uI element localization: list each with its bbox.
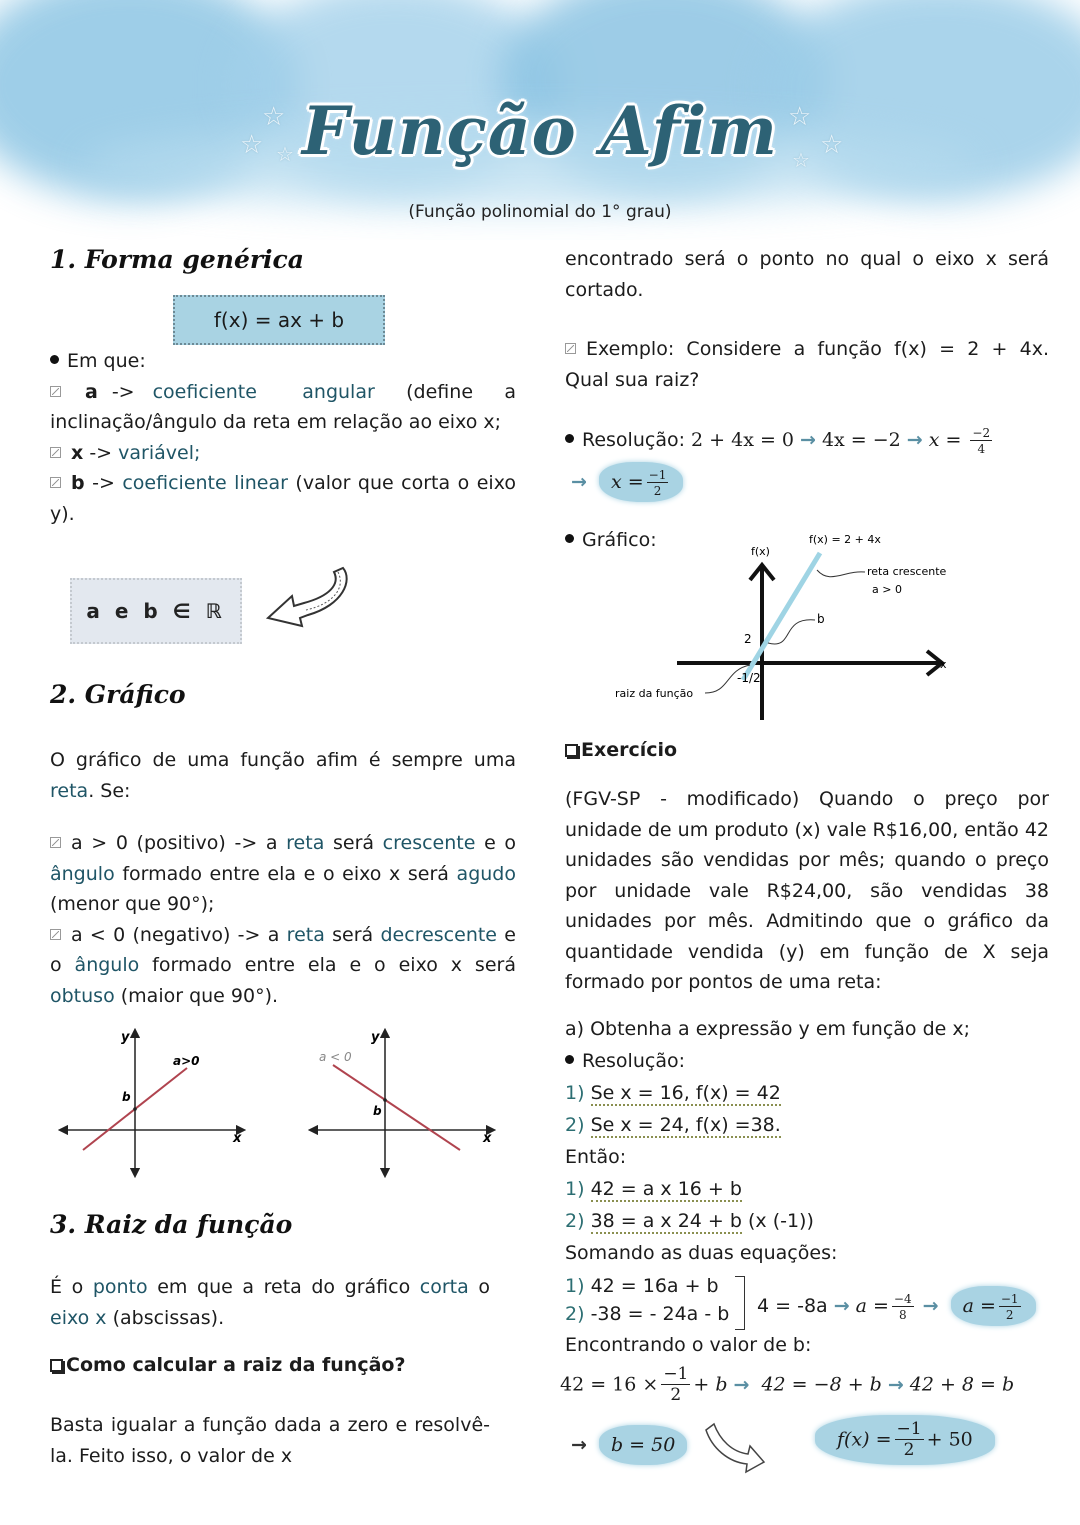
section-heading: 1. Forma genérica [50, 245, 304, 274]
section-heading: 3. Raiz da função [50, 1210, 293, 1239]
numerator: −1 [896, 1419, 922, 1439]
b-point [133, 1107, 137, 1111]
star-icon: ☆ [792, 148, 810, 172]
arrow-icon: → [906, 429, 923, 451]
section-heading: 2. Gráfico [50, 680, 186, 709]
callout-line [817, 570, 865, 577]
b-label: b [122, 1090, 131, 1104]
equation-text: 42 = a x 16 + b [590, 1178, 742, 1200]
a-lhs: a = [962, 1295, 996, 1317]
set-note-text: a e b ∈ ℝ [86, 599, 226, 623]
arrow-icon: → [887, 1373, 904, 1396]
final-rhs: + 50 [926, 1428, 973, 1451]
exercise-statement [565, 784, 1049, 998]
fraction [892, 1293, 914, 1321]
grafico-label: Gráfico: [582, 529, 657, 551]
fraction [661, 1366, 690, 1404]
set-note-box [70, 578, 242, 644]
arrow-icon: → [833, 1295, 850, 1317]
sum-result: 4 = -8a [757, 1295, 828, 1317]
graph-positive-slope [55, 1025, 255, 1180]
denominator: 2 [670, 1385, 682, 1405]
term-crescente: crescente [382, 832, 476, 854]
math-step: 4x = −2 [821, 429, 901, 451]
example-resolution [565, 424, 1049, 456]
answer-text: Basta igualar a função dada a zero e resolvê-la. Feito isso, o valor de x [50, 1414, 490, 1467]
math-step: x = [928, 429, 962, 451]
term-obtuso: obtuso [50, 984, 115, 1007]
star-icon: ☆ [240, 130, 264, 160]
denominator: 2 [1005, 1307, 1014, 1322]
checkbox-icon [565, 744, 578, 757]
step-number: 2) [565, 1303, 585, 1325]
case-text: será [332, 923, 374, 946]
term-ponto: ponto [92, 1276, 148, 1298]
math-step: 2 + 4x = 0 [691, 429, 795, 451]
exercise-solution [565, 1013, 1049, 1269]
grafico-text [50, 745, 516, 1011]
final-lhs: f(x) = [837, 1428, 892, 1451]
graph-negative-slope [305, 1025, 505, 1180]
slope-label: a>0 [173, 1054, 200, 1068]
arrow-icon: → [571, 471, 587, 493]
step-number: 1) [565, 1275, 585, 1297]
case-text: e o [50, 923, 516, 976]
x-label: x [233, 1131, 242, 1146]
part-a-question: a) Obtenha a expressão y em função de x; [565, 1018, 971, 1040]
bullet-icon [565, 534, 574, 543]
coef-item-a [50, 377, 516, 438]
coefficients-list [50, 346, 516, 529]
sum-result-line [757, 1286, 1036, 1326]
equation-suffix: (x (-1)) [748, 1210, 814, 1232]
equation-text: 42 = 16a + b [590, 1275, 719, 1297]
checkbox-icon [50, 929, 61, 940]
var-a: a [85, 380, 98, 403]
statement-text: (FGV-SP - modificado) Quando o preço por unidade de um produto (x) vale R$16,00, então 42 unidades são vendidas por mês; quando o preço por unidade vale R$24,00, são vendidas 38 unidades por mês. Admitindo que o gráfico da quantidade vendida (y) em função de X seja formado por pontos de uma reta: [565, 788, 1049, 993]
star-icon: ☆ [262, 102, 286, 132]
fraction [647, 469, 669, 497]
case-text: será [332, 832, 375, 854]
denominator: 4 [977, 441, 986, 456]
em-que-line [50, 346, 516, 377]
arrow-icon: → [922, 1295, 939, 1317]
header-banner [0, 0, 1080, 240]
page-subtitle: (Função polinomial do 1° grau) [408, 202, 672, 222]
section-raiz [50, 1210, 516, 1239]
fraction [970, 427, 992, 455]
term-corta: corta [419, 1276, 469, 1298]
numerator: −4 [893, 1291, 912, 1306]
term-reta: reta [286, 832, 325, 854]
function-label: f(x) = 2 + 4x [809, 533, 881, 546]
numerator: −1 [648, 467, 667, 482]
step-number: 2) [565, 1210, 585, 1232]
case-text: (maior que 90°). [120, 984, 279, 1007]
case-text: formado entre ela e o eixo x será [152, 954, 516, 976]
checkbox-icon [50, 477, 61, 488]
arrow-icon: → [571, 1434, 587, 1456]
b-result-highlight: b = 50 [599, 1425, 687, 1465]
continuation-text: encontrado será o ponto no qual o eixo x será cortado. [565, 248, 1049, 301]
term-variavel: variável; [118, 441, 201, 464]
arrow-text: -> [89, 441, 113, 464]
math-step: 42 = 16 × [560, 1373, 659, 1396]
step-number: 1) [565, 1082, 585, 1104]
checkbox-icon [50, 837, 61, 848]
var-x: x [71, 441, 84, 464]
numerator: −1 [663, 1364, 689, 1384]
term-desc: (define a inclinação/ângulo da reta em relação ao eixo x; [50, 380, 516, 433]
example-graph [605, 525, 975, 725]
example-text: Exemplo: Considere a função f(x) = 2 + 4x. Qual sua raiz? [565, 338, 1049, 391]
final-highlight [815, 1415, 995, 1465]
final-function [815, 1415, 995, 1465]
denominator: 2 [903, 1440, 915, 1460]
case-cond: a > 0 (positivo) -> a [71, 832, 278, 854]
term-reta: reta [286, 923, 325, 946]
raiz-question [50, 1350, 516, 1381]
step-text: Se x = 16, f(x) = 42 [590, 1082, 781, 1104]
arrow-text: -> [111, 380, 135, 403]
raiz-answer [50, 1410, 490, 1471]
x-label: x [483, 1131, 492, 1146]
term-reta: reta [50, 779, 89, 802]
root-tick: -1/2 [737, 671, 761, 685]
step-number: 1) [565, 1178, 585, 1200]
case-text: e o [484, 832, 517, 854]
page-title: Função Afim [302, 92, 778, 170]
step-number: 2) [565, 1114, 585, 1136]
case-cond: a < 0 (negativo) -> a [71, 923, 280, 946]
section-forma-generica [50, 245, 516, 274]
def-text: (abscissas). [112, 1306, 225, 1329]
equation-2 [565, 1205, 1049, 1237]
numerator: −2 [972, 425, 991, 440]
math-step: 42 = −8 + b [761, 1373, 882, 1396]
b-calculation [560, 1366, 1044, 1404]
equation-text: 38 = a x 24 + b [590, 1210, 742, 1232]
star-icon: ☆ [788, 102, 812, 132]
case-positive [50, 828, 516, 920]
denominator: 8 [898, 1307, 907, 1322]
coef-item-x [50, 438, 516, 469]
equation-1 [565, 1173, 1049, 1205]
coef-item-b [50, 468, 516, 529]
def-text: o [478, 1276, 490, 1298]
formula-text: f(x) = ax + b [213, 308, 345, 332]
checkbox-icon [50, 386, 61, 397]
def-text: É o [50, 1276, 84, 1298]
em-que-label: Em que: [67, 350, 146, 372]
checkbox-icon [565, 343, 576, 354]
exercise-heading [565, 735, 1049, 766]
y-label: y [121, 1030, 130, 1045]
system-sum [565, 1272, 1049, 1334]
case-text: (menor que 90°); [50, 893, 215, 915]
term-eixo: eixo x [50, 1306, 107, 1329]
fraction [895, 1421, 924, 1459]
raiz-definition [50, 1272, 490, 1333]
star-icon: ☆ [820, 130, 844, 160]
result-highlight [599, 462, 683, 502]
term-agudo: agudo [456, 862, 516, 885]
exercise-title: Exercício [581, 739, 678, 761]
step-1 [565, 1077, 1049, 1109]
intro-text: O gráfico de uma função afim é sempre uma [50, 749, 516, 771]
resolution-line [565, 1045, 1049, 1077]
x-axis-label: x [940, 658, 947, 671]
function-line [333, 1065, 460, 1150]
checkbox-icon [50, 1359, 63, 1372]
example-result [565, 462, 1049, 502]
equation-text: -38 = - 24a - b [590, 1303, 730, 1325]
term-angulo: ângulo [50, 862, 115, 885]
y-label: y [371, 1030, 380, 1045]
star-icon: ☆ [276, 142, 294, 166]
grafico-intro [50, 745, 516, 806]
result-lhs: x = [610, 471, 644, 493]
case-text: formado entre ela e o eixo x será [122, 862, 449, 885]
formula-box [173, 295, 385, 345]
term-angulo: ângulo [74, 954, 140, 976]
b-label: b [373, 1104, 382, 1118]
slope-label: a < 0 [319, 1050, 352, 1064]
fraction [999, 1293, 1021, 1321]
checkbox-icon [50, 447, 61, 458]
math-step: 42 + 8 = b [909, 1373, 1015, 1396]
term-coef-angular: coeficiente angular [152, 380, 375, 403]
def-text: em que a reta do gráfico [157, 1276, 411, 1298]
bullet-icon [565, 1055, 574, 1064]
root-label: raiz da função [615, 687, 694, 700]
case-negative [50, 920, 516, 1012]
intro-text: . Se: [88, 779, 131, 802]
crescente-label: reta crescente [867, 565, 947, 578]
somando-label: Somando as duas equações: [565, 1242, 838, 1264]
arrow-icon: → [733, 1373, 750, 1396]
denominator: 2 [653, 483, 662, 498]
slope-label: a > 0 [872, 583, 902, 596]
b-point [383, 1098, 387, 1102]
example-block [565, 334, 1049, 395]
step-2 [565, 1109, 1049, 1141]
section-grafico [50, 680, 516, 709]
entao-label: Então: [565, 1146, 627, 1168]
b-label: b [817, 612, 825, 626]
curved-arrow-icon [258, 560, 358, 640]
resolution-label: Resolução: [582, 429, 685, 451]
term-decrescente: decrescente [380, 923, 497, 946]
step-text: Se x = 24, f(x) =38. [590, 1114, 781, 1136]
term-desc: (valor que corta o eixo y). [50, 472, 516, 525]
math-step: + b [693, 1373, 728, 1396]
curved-arrow-icon [700, 1420, 770, 1475]
bullet-icon [50, 355, 59, 364]
numerator: −1 [1000, 1291, 1019, 1306]
a-lhs: a = [855, 1295, 889, 1317]
result-highlight [951, 1286, 1036, 1326]
brace-bracket [735, 1276, 745, 1330]
fx-axis-label: f(x) [751, 545, 770, 558]
term-coef-linear: coeficiente linear [122, 472, 288, 494]
var-b: b [71, 472, 85, 494]
y-intercept-tick: 2 [744, 632, 752, 646]
resolution-label: Resolução: [582, 1050, 685, 1072]
arrow-text: -> [92, 472, 115, 494]
encontrando-label: Encontrando o valor de b: [565, 1334, 812, 1356]
bullet-icon [565, 434, 574, 443]
question-text: Como calcular a raiz da função? [66, 1354, 406, 1376]
raiz-continuation [565, 244, 1049, 305]
arrow-icon: → [800, 429, 816, 451]
